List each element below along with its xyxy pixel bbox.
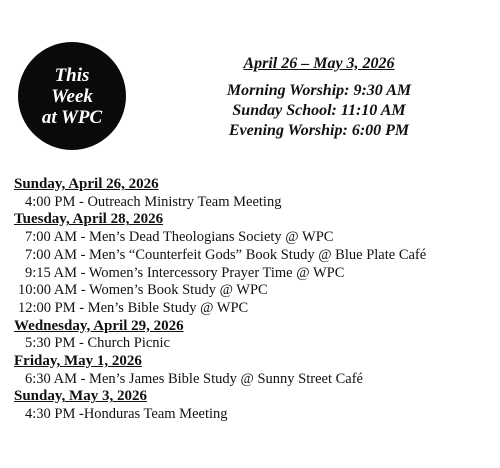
- event-item: 12:00 PM - Men’s Bible Study @ WPC: [18, 299, 249, 316]
- service-time: Morning Worship: 9:30 AM: [226, 82, 412, 99]
- event-item: 4:30 PM -Honduras Team Meeting: [25, 406, 228, 423]
- badge-line: at WPC: [41, 106, 103, 128]
- weekly-schedule: [14, 176, 484, 424]
- this-week-badge: [18, 42, 126, 150]
- day-heading: Sunday, April 26, 2026: [14, 176, 159, 192]
- event-item: 9:15 AM - Women’s Intercessory Prayer Time @ WPC: [25, 264, 345, 281]
- day-heading: Wednesday, April 29, 2026: [14, 317, 184, 334]
- badge-line: Week: [51, 85, 93, 107]
- event-item: 6:30 AM - Men’s James Bible Study @ Sunny Street Café: [25, 370, 363, 387]
- service-time: Evening Worship: 6:00 PM: [228, 122, 410, 139]
- day-heading: Tuesday, April 28, 2026: [14, 211, 164, 228]
- event-item: 4:00 PM - Outreach Ministry Team Meeting: [25, 193, 282, 210]
- day-heading: Sunday, May 3, 2026: [14, 388, 147, 405]
- service-header: [205, 53, 433, 141]
- event-item: 5:30 PM - Church Picnic: [25, 335, 170, 352]
- date-range: April 26 – May 3, 2026: [243, 55, 395, 72]
- event-item: 7:00 AM - Men’s Dead Theologians Society @ WPC: [25, 229, 334, 246]
- day-heading: Friday, May 1, 2026: [14, 353, 142, 370]
- event-item: 7:00 AM - Men’s “Counterfeit Gods” Book Study @ Blue Plate Café: [25, 246, 427, 263]
- event-item: 10:00 AM - Women’s Book Study @ WPC: [18, 282, 268, 299]
- service-time: Sunday School: 11:10 AM: [232, 102, 406, 119]
- badge-line: This: [54, 64, 90, 86]
